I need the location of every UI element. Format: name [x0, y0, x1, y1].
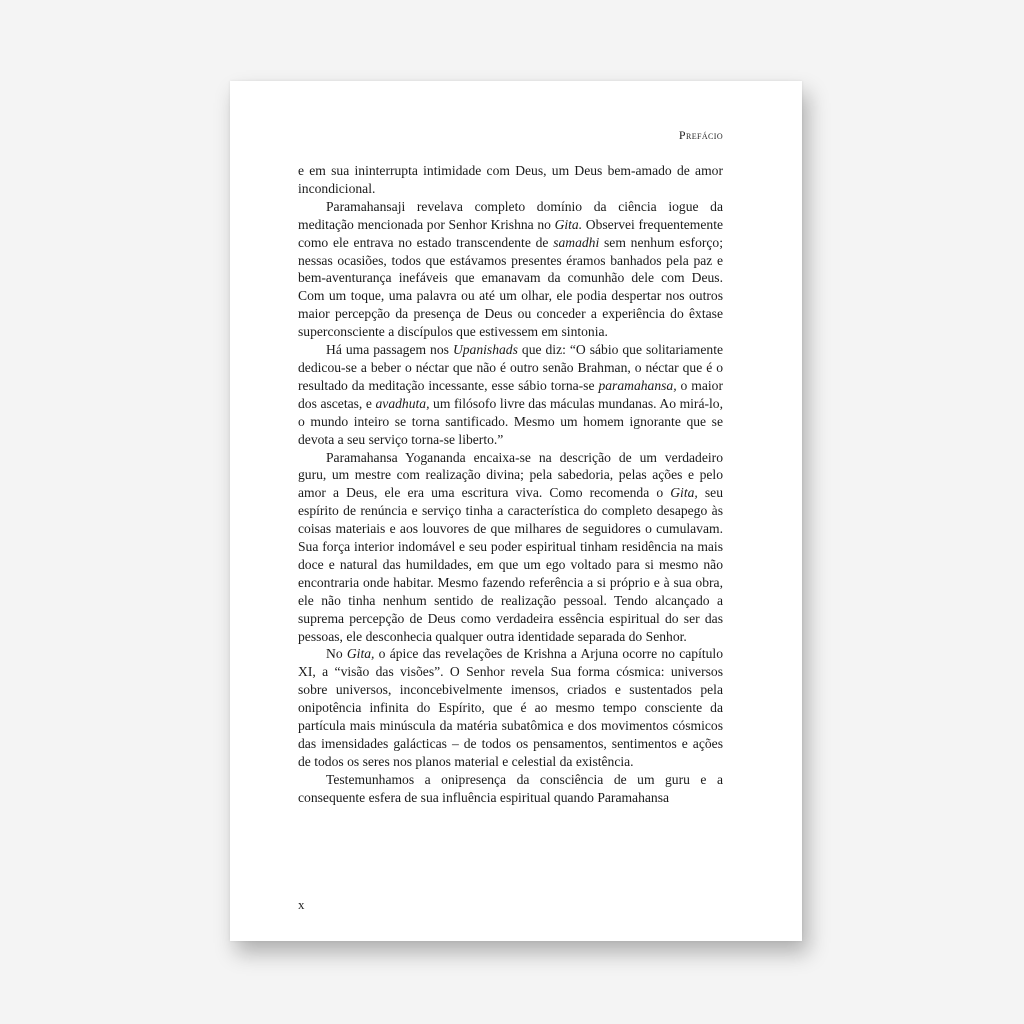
text-run: o ápice das revelações de Krishna a Arjuna ocorre no capítulo XI, a “visão das visões”. O Senhor revela Sua forma cósmica: universos sobre universos, inconcebivelmente imensos, criados e sustentados pela onipotência infinita do Espírito, que é ao mesmo tempo consciente da partícula mais minúscula da matéria subatômica e dos movimentos cósmicos das imensidades galácticas – de todos os pensamentos, sentimentos e ações de todos os seres nos planos material e celestial da existência. — [298, 646, 724, 769]
paragraph — [298, 645, 723, 770]
text-run: sem nenhum esforço; nessas ocasiões, todos que estávamos presentes éramos banhados pela paz e bem-aventurança inefáveis que emanavam da comunhão dele com Deus. Com um toque, uma palavra ou até um olhar, ele podia despertar nos outros maior percepção da presença de Deus ou conceder a experiência do êxtase superconsciente a discípulos que estivessem em sintonia. — [298, 234, 723, 340]
text-run: Observei frequentemente como ele entrava no estado transcendente de — [298, 216, 724, 250]
book-page — [230, 81, 802, 941]
italic-text: Upanishads — [452, 342, 518, 358]
text-run: Há uma passagem nos — [326, 342, 453, 358]
text-run: que diz: “O sábio que solitariamente dedicou-se a beber o néctar que não é outro senão Brahman, o néctar que é o resultado da meditação incessante, esse sábio torna-se — [298, 342, 723, 393]
text-run: Testemunhamos a onipresença da consciência de um guru e a consequente esfera de sua influência espiritual quando Paramahansa — [298, 771, 723, 805]
italic-text: avadhuta, — [375, 395, 430, 411]
italic-text: Gita, — [670, 485, 698, 501]
paragraph — [298, 341, 723, 448]
italic-text: Gita. — [554, 216, 583, 232]
text-run: e em sua ininterrupta intimidade com Deus, um Deus bem-amado de amor incondicional. — [298, 163, 723, 196]
italic-text: samadhi — [553, 234, 600, 250]
text-run: No — [326, 646, 347, 662]
text-run: seu espírito de renúncia e serviço tinha a característica do completo desapego às coisas materiais e aos louvores de que milhares de seguidores o cumulavam. Sua força interior indomável e seu poder espiritual tinham residência na mais doce e natural das humildades, em que um ego voltado para si mesmo não encontraria onde habitar. Mesmo fazendo referência a si próprio e à sua obra, ele não tinha nenhum sentido de realização pessoal. Tendo alcançado a suprema percepção de Deus como verdadeira essência espiritual do ser das pessoas, ele desconhecia qualquer outra identidade separada do Senhor. — [298, 485, 723, 644]
body-text — [298, 162, 723, 807]
italic-text: Gita, — [346, 646, 375, 662]
paragraph — [298, 162, 723, 198]
paragraph — [298, 198, 723, 341]
text-run: o maior dos ascetas, e — [298, 377, 723, 411]
text-run: Paramahansa Yogananda encaixa-se na descrição de um verdadeiro guru, um mestre com realização divina; pela sabedoria, pelas ações e pelo amor a Deus, ele era uma escritura viva. Como recomenda o — [298, 449, 723, 501]
text-run: um filósofo livre das máculas mundanas. Ao mirá-lo, o mundo inteiro se torna santificado. Mesmo um homem ignorante que se devota a seu serviço torna-se liberto.” — [298, 395, 723, 447]
page-number: x — [298, 897, 305, 912]
italic-text: paramahansa, — [598, 377, 677, 393]
paragraph — [298, 449, 723, 646]
text-run: Paramahansaji revelava completo domínio da ciência iogue da meditação mencionada por Senhor Krishna no — [298, 198, 723, 232]
paragraph — [298, 771, 723, 807]
running-head: Prefácio — [678, 128, 723, 142]
